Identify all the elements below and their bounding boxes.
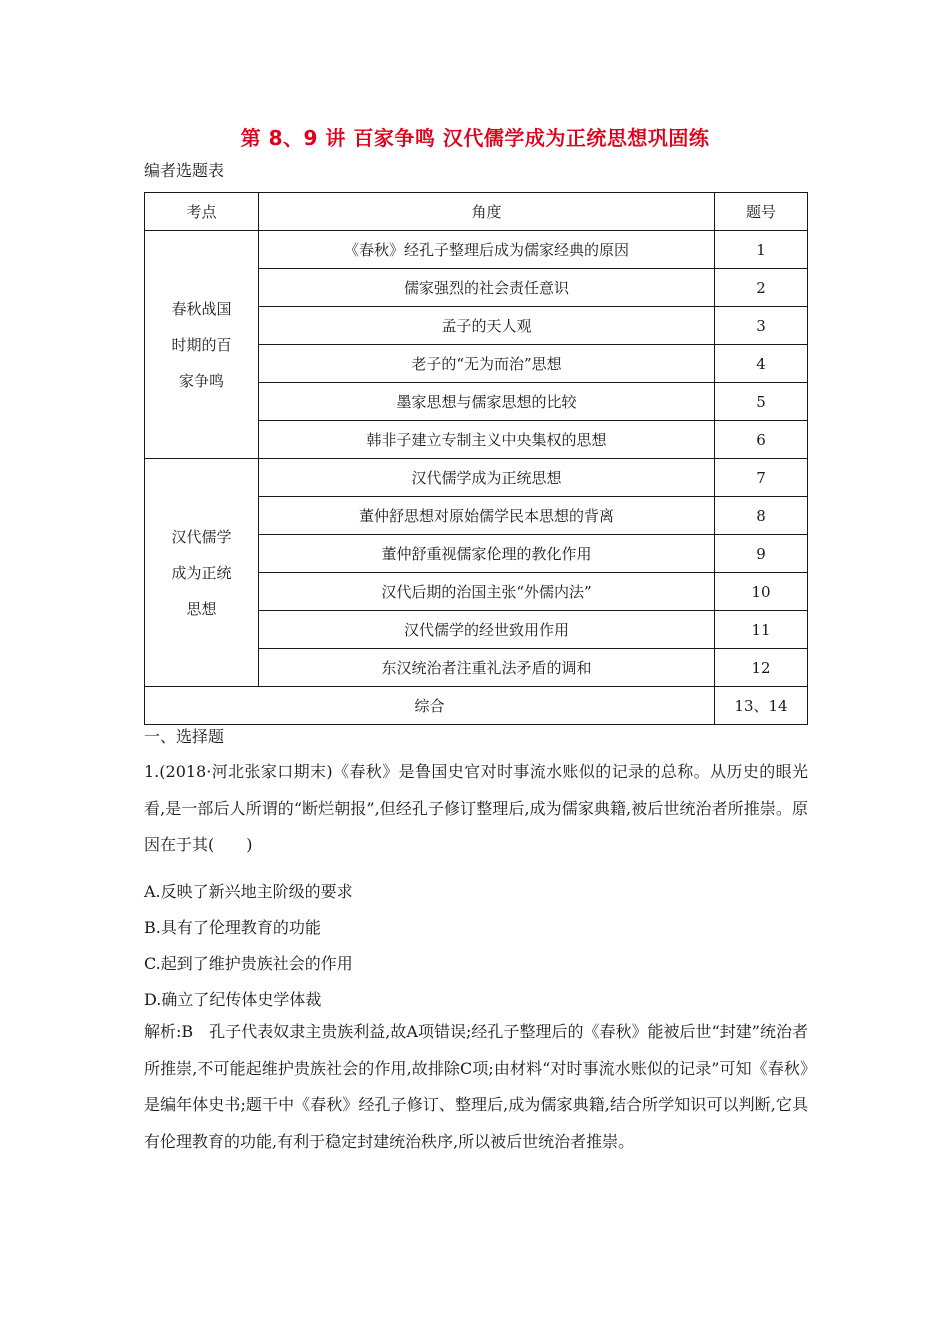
number-cell: 3 <box>715 307 808 345</box>
table-header-row <box>145 193 808 231</box>
topic-cell-warring-states <box>145 231 259 459</box>
question-stem: 1.(2018·河北张家口期末)《春秋》是鲁国史官对时事流水账似的记录的总称。从历史的眼光看,是一部后人所谓的“断烂朝报”,但经孔子修订整理后,成为儒家典籍,被后世统治者所推崇。原因在于其( ) <box>144 762 808 854</box>
angle-cell: 汉代儒学的经世致用作用 <box>259 611 715 649</box>
header-topic: 考点 <box>145 193 259 231</box>
topic-line: 思想 <box>186 599 217 618</box>
table-row <box>145 231 808 269</box>
number-cell: 8 <box>715 497 808 535</box>
page-title: 第 8、9 讲 百家争鸣 汉代儒学成为正统思想巩固练 <box>240 126 710 150</box>
number-cell: 11 <box>715 611 808 649</box>
topic-cell-han-confucianism <box>145 459 259 687</box>
option-d: D.确立了纪传体史学体裁 <box>144 990 322 1009</box>
angle-cell: 老子的“无为而治”思想 <box>259 345 715 383</box>
number-cell: 12 <box>715 649 808 687</box>
angle-cell: 儒家强烈的社会责任意识 <box>259 269 715 307</box>
summary-label: 综合 <box>145 687 715 725</box>
topic-line: 汉代儒学 <box>171 527 232 546</box>
number-cell: 6 <box>715 421 808 459</box>
option-b: B.具有了伦理教育的功能 <box>144 918 321 937</box>
table-caption: 编者选题表 <box>144 161 225 180</box>
table-row <box>145 459 808 497</box>
summary-row <box>145 687 808 725</box>
number-cell: 4 <box>715 345 808 383</box>
header-number: 题号 <box>715 193 808 231</box>
number-cell: 7 <box>715 459 808 497</box>
topic-line: 春秋战国 <box>171 299 232 318</box>
answer-analysis: 解析:B 孔子代表奴隶主贵族利益,故A项错误;经孔子整理后的《春秋》能被后世“封建”统治者所推崇,不可能起维护贵族社会的作用,故排除C项;由材料“对时事流水账似的记录”可知《春秋》是编年体史书;题干中《春秋》经孔子修订、整理后,成为儒家典籍,结合所学知识可以判断,它具有伦理教育的功能,有利于稳定封建统治秩序,所以被后世统治者推崇。 <box>144 1022 808 1151</box>
option-c: C.起到了维护贵族社会的作用 <box>144 954 353 973</box>
angle-cell: 董仲舒重视儒家伦理的教化作用 <box>259 535 715 573</box>
angle-cell: 墨家思想与儒家思想的比较 <box>259 383 715 421</box>
angle-cell: 东汉统治者注重礼法矛盾的调和 <box>259 649 715 687</box>
angle-cell: 汉代儒学成为正统思想 <box>259 459 715 497</box>
number-cell: 1 <box>715 231 808 269</box>
angle-cell: 《春秋》经孔子整理后成为儒家经典的原因 <box>259 231 715 269</box>
number-cell: 5 <box>715 383 808 421</box>
topic-table <box>144 192 808 725</box>
angle-cell: 董仲舒思想对原始儒学民本思想的背离 <box>259 497 715 535</box>
number-cell: 2 <box>715 269 808 307</box>
angle-cell: 韩非子建立专制主义中央集权的思想 <box>259 421 715 459</box>
topic-line: 家争鸣 <box>178 371 224 390</box>
angle-cell: 汉代后期的治国主张“外儒内法” <box>259 573 715 611</box>
number-cell: 9 <box>715 535 808 573</box>
section-heading: 一、选择题 <box>144 727 225 746</box>
angle-cell: 孟子的天人观 <box>259 307 715 345</box>
topic-line: 成为正统 <box>171 563 232 582</box>
summary-number: 13、14 <box>715 687 808 725</box>
option-a: A.反映了新兴地主阶级的要求 <box>144 882 353 901</box>
header-angle: 角度 <box>259 193 715 231</box>
topic-line: 时期的百 <box>171 335 232 354</box>
number-cell: 10 <box>715 573 808 611</box>
